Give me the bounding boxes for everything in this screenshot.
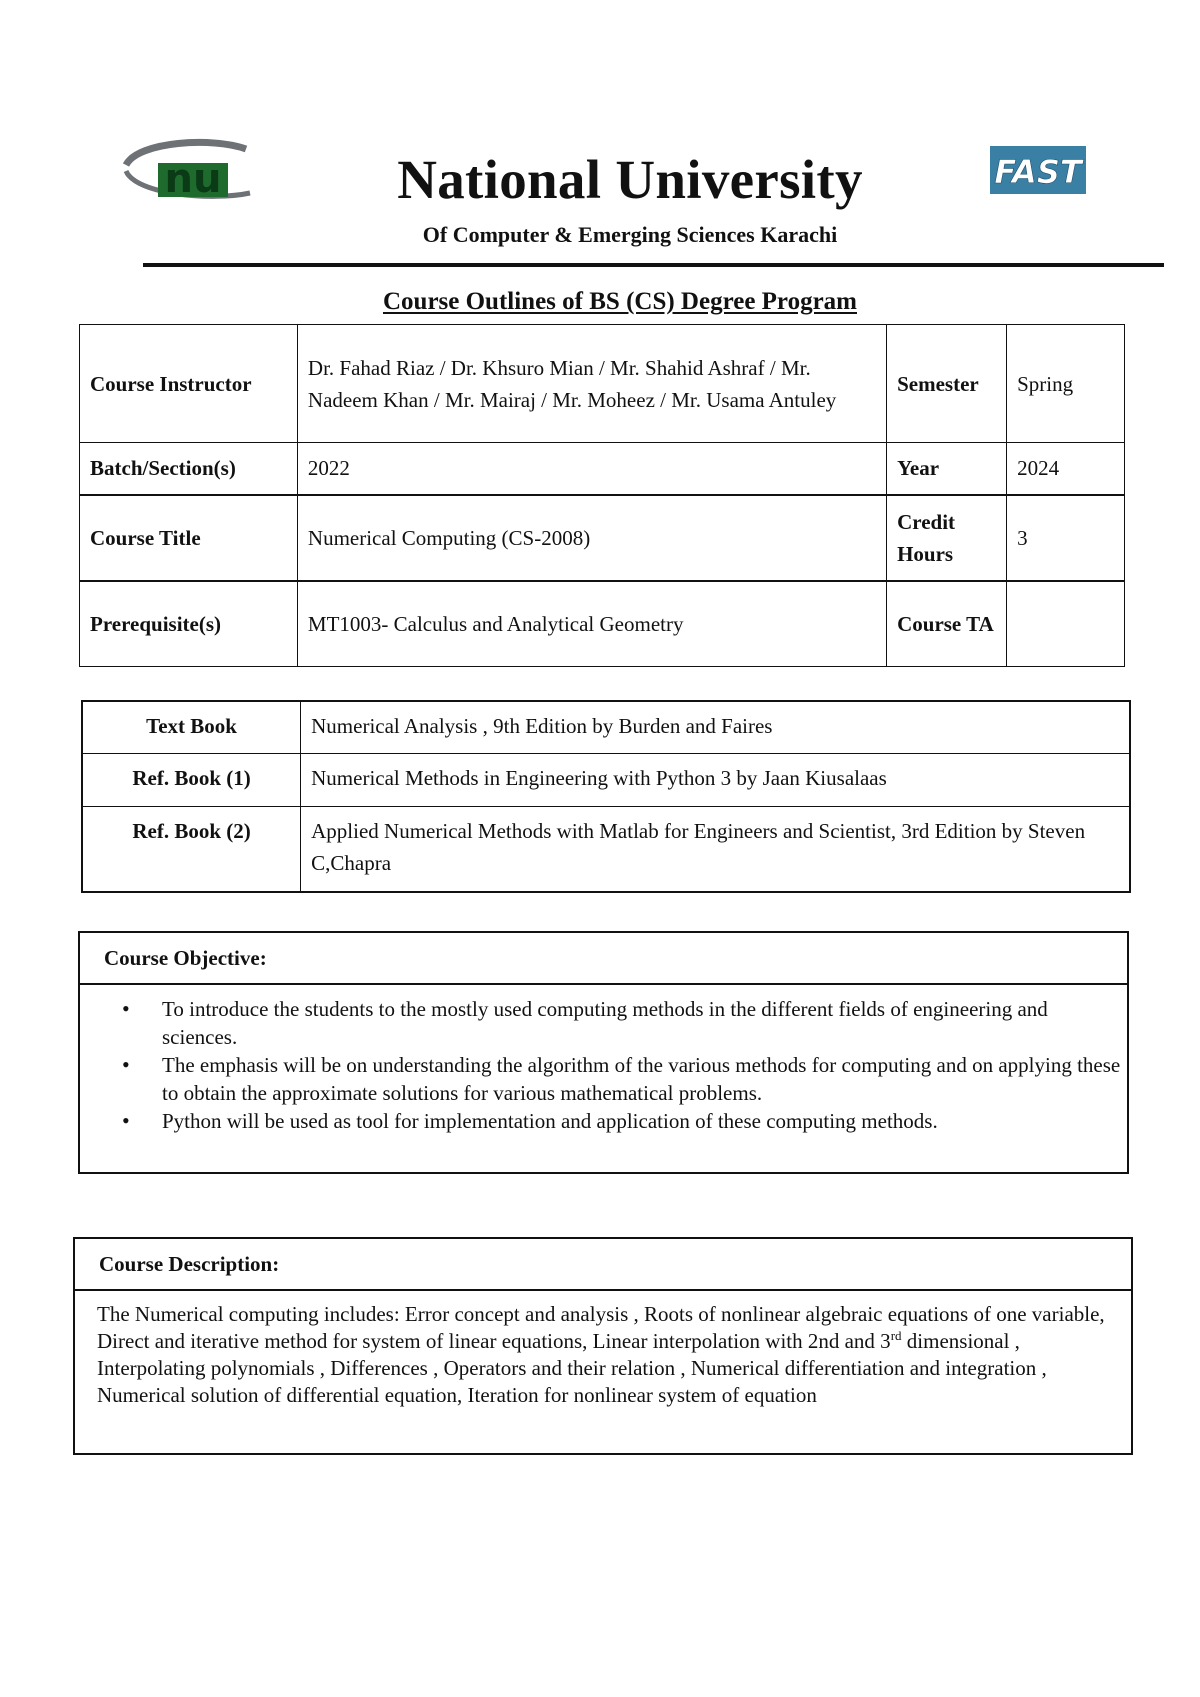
prerequisite-label: Prerequisite(s): [80, 581, 298, 667]
university-name: National University: [397, 149, 863, 210]
table-row: [80, 325, 1125, 443]
course-title-label: Course Title: [80, 495, 298, 581]
prerequisite-value: MT1003- Calculus and Analytical Geometry: [297, 581, 886, 667]
ref-book-2-label: Ref. Book (2): [82, 806, 301, 892]
course-ta-value: [1007, 581, 1125, 667]
description-part-2: dimensional , Interpolating polynomials , Differences , Operators and their relation , Numerical differentiation and integration , Numerical solution of differential equation, Iteration for nonlinear system of equation: [97, 1329, 1047, 1407]
semester-label: Semester: [887, 325, 1007, 443]
text-book-label: Text Book: [82, 701, 301, 753]
fast-logo-text: FAST: [994, 153, 1082, 191]
header-divider: [143, 263, 1164, 267]
course-ta-label: Course TA: [887, 581, 1007, 667]
objective-list: [80, 995, 1127, 1135]
nu-logo-text: nu: [164, 156, 222, 202]
text-book-value: Numerical Analysis , 9th Edition by Burden and Faires: [301, 701, 1130, 753]
ref-book-2-value: Applied Numerical Methods with Matlab for Engineers and Scientist, 3rd Edition by Steven C,Chapra: [301, 806, 1130, 892]
instructor-value: Dr. Fahad Riaz / Dr. Khsuro Mian / Mr. Shahid Ashraf / Mr. Nadeem Khan / Mr. Mairaj / Mr. Moheez / Mr. Usama Antuley: [297, 325, 886, 443]
description-part-1: The Numerical computing includes: Error concept and analysis , Roots of nonlinear algebraic equations of one variable, Direct and iterative method for system of linear equations, Linear interpolation with 2nd and 3: [97, 1302, 1105, 1353]
table-row: [82, 701, 1130, 753]
year-label: Year: [887, 443, 1007, 495]
list-item: • To introduce the students to the mostly used computing methods in the different fields of engineering and sciences.: [162, 995, 1127, 1051]
course-description-box: [73, 1237, 1133, 1455]
description-superscript: rd: [890, 1328, 902, 1343]
semester-value: Spring: [1007, 325, 1125, 443]
credit-hours-value: 3: [1007, 495, 1125, 581]
course-objective-heading: Course Objective:: [80, 933, 1127, 985]
fast-logo: [990, 146, 1086, 194]
list-item: • Python will be used as tool for implementation and application of these computing methods.: [162, 1107, 1127, 1135]
table-row: [82, 753, 1130, 806]
university-subtitle: Of Computer & Emerging Sciences Karachi: [422, 222, 838, 247]
table-row: [80, 495, 1125, 581]
course-objective-box: [78, 931, 1129, 1174]
table-row: [82, 806, 1130, 892]
credit-hours-label: Credit Hours: [887, 495, 1007, 581]
course-info-table: [79, 324, 1125, 667]
table-row: [80, 581, 1125, 667]
document-title: Course Outlines of BS (CS) Degree Program: [382, 288, 857, 315]
table-row: [80, 443, 1125, 495]
batch-label: Batch/Section(s): [80, 443, 298, 495]
course-description-heading: Course Description:: [75, 1239, 1131, 1291]
batch-value: 2022: [297, 443, 886, 495]
books-table: [81, 700, 1131, 893]
instructor-label: Course Instructor: [80, 325, 298, 443]
year-value: 2024: [1007, 443, 1125, 495]
course-title-value: Numerical Computing (CS-2008): [297, 495, 886, 581]
course-description-text: [75, 1291, 1131, 1409]
ref-book-1-value: Numerical Methods in Engineering with Python 3 by Jaan Kiusalaas: [301, 753, 1130, 806]
list-item: • The emphasis will be on understanding the algorithm of the various methods for computing and on applying these to obtain the approximate solutions for various mathematical problems.: [162, 1051, 1127, 1107]
ref-book-1-label: Ref. Book (1): [82, 753, 301, 806]
